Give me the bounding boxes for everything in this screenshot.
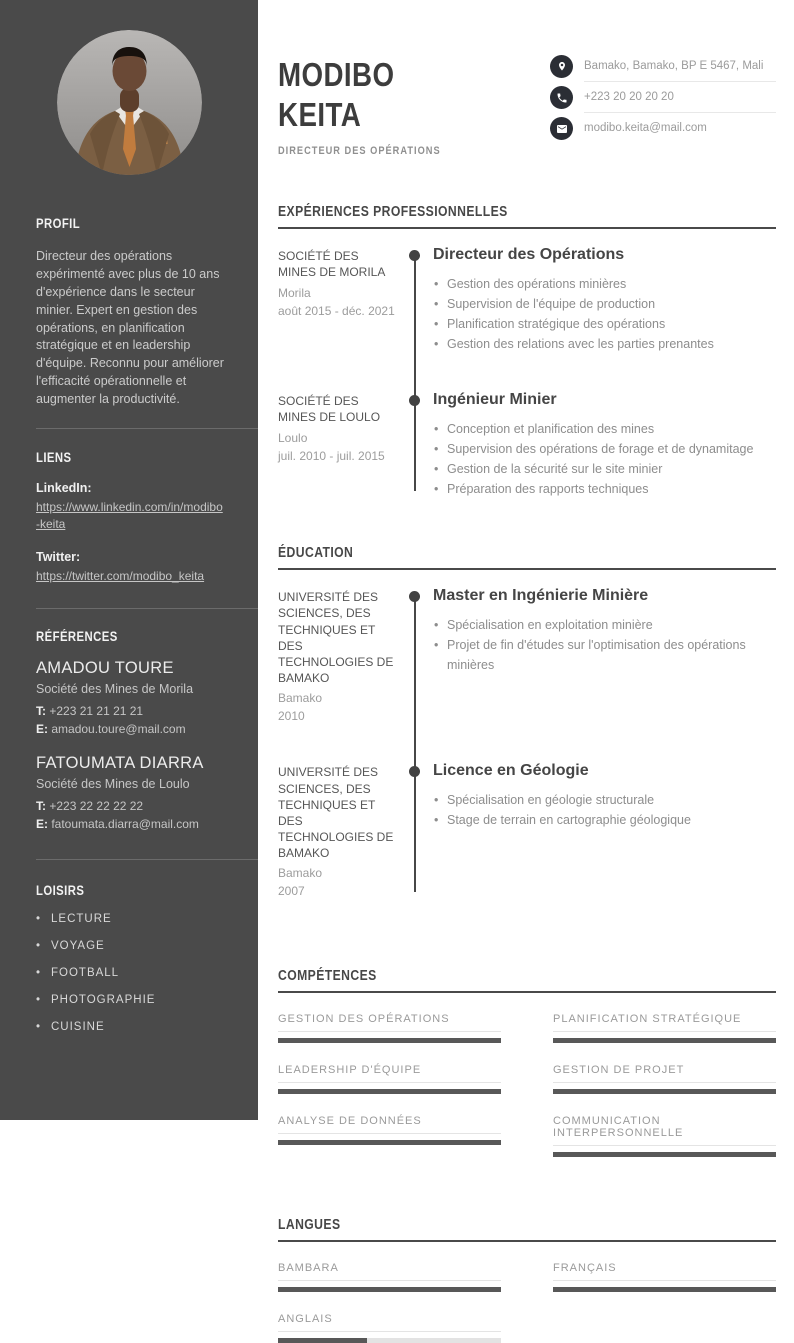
skill-label: COMMUNICATION INTERPERSONNELLE xyxy=(553,1115,776,1146)
language-bar-fill xyxy=(278,1338,367,1343)
entry-school: UNIVERSITÉ DES SCIENCES, DES TECHNIQUES ET DES TECHNOLOGIES DE BAMAKO xyxy=(278,765,394,861)
language-label: ANGLAIS xyxy=(278,1313,501,1332)
references-section-title: RÉFÉRENCES xyxy=(36,629,118,645)
contact-row xyxy=(550,117,776,143)
hobby-item: • PHOTOGRAPHIE xyxy=(36,994,226,1006)
main-content xyxy=(258,0,794,1326)
entry-bullets xyxy=(433,615,776,675)
skill-bar-fill xyxy=(553,1038,776,1043)
entry-title: Ingénieur Minier xyxy=(433,391,557,409)
hobby-list xyxy=(36,913,226,1033)
skill-bar-fill xyxy=(553,1152,776,1157)
entry-dates: juil. 2010 - juil. 2015 xyxy=(278,448,385,463)
references-section xyxy=(0,629,258,834)
entry-meta xyxy=(278,391,400,499)
entry-location: Bamako xyxy=(278,866,323,881)
reference-name: AMADOU TOURE xyxy=(36,659,174,678)
hobby-item: • CUISINE xyxy=(36,1021,226,1033)
skill-item xyxy=(278,1064,501,1094)
link-label: Twitter: xyxy=(36,549,81,564)
entry-bullets xyxy=(433,419,776,499)
skill-bar-track xyxy=(553,1089,776,1094)
entry-body xyxy=(433,391,776,499)
contact-row xyxy=(550,86,776,113)
hobby-item: • VOYAGE xyxy=(36,940,226,952)
experience-section-title: EXPÉRIENCES PROFESSIONNELLES xyxy=(278,204,776,229)
reference-phone xyxy=(36,703,226,720)
skill-bar-fill xyxy=(278,1089,501,1094)
contact-text: modibo.keita@mail.com xyxy=(584,122,707,134)
language-label: FRANÇAIS xyxy=(553,1262,776,1281)
avatar xyxy=(57,30,202,175)
email-label: E: xyxy=(36,722,48,737)
skill-item xyxy=(553,1013,776,1043)
skill-item xyxy=(553,1115,776,1157)
entry-bullet: • Préparation des rapports techniques xyxy=(433,479,776,499)
skill-item xyxy=(278,1013,501,1043)
skill-bar-track xyxy=(278,1140,501,1145)
entry-bullet: • Supervision des opérations de forage et de dynamitage xyxy=(433,439,776,459)
entry-year: 2010 xyxy=(278,709,305,724)
phone-value: +223 21 21 21 21 xyxy=(49,704,144,719)
sidebar-divider xyxy=(36,608,258,609)
email-value: fatoumata.diarra@mail.com xyxy=(51,817,199,832)
link-url[interactable]: https://twitter.com/modibo_keita xyxy=(36,568,205,583)
person-job-title: DIRECTEUR DES OPÉRATIONS xyxy=(278,145,441,158)
avatar-photo-illustration xyxy=(57,30,202,175)
skill-bar-track xyxy=(553,1038,776,1043)
entry-body xyxy=(433,762,776,900)
timeline-column xyxy=(400,587,433,725)
sidebar-divider xyxy=(36,859,258,860)
language-bar-track xyxy=(553,1287,776,1292)
entry-body xyxy=(433,246,776,354)
email-value: amadou.toure@mail.com xyxy=(51,722,186,737)
entry-dates: août 2015 - déc. 2021 xyxy=(278,303,395,318)
skill-bar-track xyxy=(553,1152,776,1157)
link-item xyxy=(36,479,226,534)
phone-label: T: xyxy=(36,798,46,813)
skill-item xyxy=(553,1064,776,1094)
reference-name: FATOUMATA DIARRA xyxy=(36,753,204,772)
reference-company: Société des Mines de Morila xyxy=(36,682,194,697)
sidebar-divider xyxy=(36,428,258,429)
entry-bullets xyxy=(433,790,776,830)
link-label: LinkedIn: xyxy=(36,480,92,495)
links-section xyxy=(0,450,258,585)
reference-email xyxy=(36,816,226,833)
timeline-column xyxy=(400,391,433,499)
hobby-item: • FOOTBALL xyxy=(36,967,226,979)
contact-row xyxy=(550,55,776,82)
degree-title: Master en Ingénierie Minière xyxy=(433,587,649,605)
experience-entries xyxy=(278,246,776,499)
education-section xyxy=(278,545,776,900)
skills-section-title: COMPÉTENCES xyxy=(278,968,776,993)
entry-bullet: • Stage de terrain en cartographie géologique xyxy=(433,810,776,830)
entry-meta xyxy=(278,762,400,900)
language-bar-fill xyxy=(553,1287,776,1292)
hobbies-section-title: LOISIRS xyxy=(36,882,85,898)
contact-text: +223 20 20 20 20 xyxy=(584,86,776,113)
education-section-title: ÉDUCATION xyxy=(278,545,776,570)
timeline-column xyxy=(400,762,433,900)
timeline-dot-icon xyxy=(409,766,420,777)
entry-bullet: • Spécialisation en géologie structurale xyxy=(433,790,776,810)
education-entry xyxy=(278,587,776,725)
phone-icon xyxy=(550,86,573,109)
links-section-title: LIENS xyxy=(36,449,72,465)
skill-bar-track xyxy=(278,1089,501,1094)
skill-bar-track xyxy=(278,1038,501,1043)
entry-organization: SOCIÉTÉ DES MINES DE MORILA xyxy=(278,249,386,280)
skill-bar-fill xyxy=(278,1038,501,1043)
envelope-icon xyxy=(550,117,573,140)
entry-bullet: • Gestion des relations avec les parties prenantes xyxy=(433,334,776,354)
language-label: BAMBARA xyxy=(278,1262,501,1281)
skill-label: GESTION DE PROJET xyxy=(553,1064,776,1083)
links-list xyxy=(36,479,226,585)
contact-list xyxy=(550,55,776,143)
email-label: E: xyxy=(36,817,48,832)
timeline-column xyxy=(400,246,433,354)
reference-email xyxy=(36,721,226,738)
entry-bullet: • Spécialisation en exploitation minière xyxy=(433,615,776,635)
language-bar-track xyxy=(278,1287,501,1292)
language-bar-fill xyxy=(278,1287,501,1292)
languages-section-title: LANGUES xyxy=(278,1217,776,1242)
timeline-dot-icon xyxy=(409,395,420,406)
entry-organization: SOCIÉTÉ DES MINES DE LOULO xyxy=(278,394,381,425)
skill-label: PLANIFICATION STRATÉGIQUE xyxy=(553,1013,776,1032)
language-item xyxy=(278,1262,501,1292)
entry-school: UNIVERSITÉ DES SCIENCES, DES TECHNIQUES ET DES TECHNOLOGIES DE BAMAKO xyxy=(278,590,394,686)
phone-label: T: xyxy=(36,704,46,719)
entry-bullet: • Gestion de la sécurité sur le site minier xyxy=(433,459,776,479)
skill-bar-fill xyxy=(278,1140,501,1145)
degree-title: Licence en Géologie xyxy=(433,762,589,780)
entry-bullets xyxy=(433,274,776,354)
resume-header xyxy=(278,55,776,157)
skill-label: LEADERSHIP D'ÉQUIPE xyxy=(278,1064,501,1083)
profile-summary-text: Directeur des opérations expérimenté avec plus de 10 ans d'expérience dans le secteur minier. Expert en gestion des opérations, en planification stratégique et en leadership d'équipe. Reconnu pour améliorer l'efficacité opérationnelle et augmenter la productivité. xyxy=(36,249,224,406)
reference-company: Société des Mines de Loulo xyxy=(36,776,190,791)
education-entries xyxy=(278,587,776,900)
entry-bullet: • Projet de fin d'études sur l'optimisation des opérations minières xyxy=(433,635,776,675)
experience-section xyxy=(278,204,776,499)
references-list xyxy=(36,659,226,834)
profile-section-title: PROFIL xyxy=(36,216,81,231)
profile-section xyxy=(0,216,258,409)
entry-meta xyxy=(278,587,400,725)
language-item xyxy=(553,1262,776,1292)
entry-bullet: • Conception et planification des mines xyxy=(433,419,776,439)
skill-bar-fill xyxy=(553,1089,776,1094)
entry-meta xyxy=(278,246,400,354)
entry-bullet: • Gestion des opérations minières xyxy=(433,274,776,294)
contact-text: Bamako, Bamako, BP E 5467, Mali xyxy=(584,55,776,82)
entry-title: Directeur des Opérations xyxy=(433,246,625,264)
experience-entry xyxy=(278,391,776,499)
skills-grid xyxy=(278,1013,776,1157)
sidebar xyxy=(0,0,258,1120)
reference-item xyxy=(36,754,226,834)
hobbies-section xyxy=(0,883,258,1033)
entry-location: Bamako xyxy=(278,691,323,706)
link-url[interactable]: https://www.linkedin.com/in/modibo-keita xyxy=(36,499,223,532)
languages-grid xyxy=(278,1262,776,1343)
timeline-dot-icon xyxy=(409,591,420,602)
entry-bullet: • Supervision de l'équipe de production xyxy=(433,294,776,314)
languages-section xyxy=(278,1217,776,1343)
skill-label: GESTION DES OPÉRATIONS xyxy=(278,1013,501,1032)
link-item xyxy=(36,548,226,585)
skill-item xyxy=(278,1115,501,1157)
entry-bullet: • Planification stratégique des opérations xyxy=(433,314,776,334)
language-item xyxy=(278,1313,501,1343)
experience-entry xyxy=(278,246,776,354)
reference-phone xyxy=(36,798,226,815)
person-name: MODIBO KEITA xyxy=(278,56,395,133)
education-entry xyxy=(278,762,776,900)
entry-year: 2007 xyxy=(278,884,305,899)
phone-value: +223 22 22 22 22 xyxy=(49,798,144,813)
reference-item xyxy=(36,659,226,739)
skills-section xyxy=(278,968,776,1157)
entry-location: Loulo xyxy=(278,430,308,445)
name-block xyxy=(278,55,550,157)
timeline-dot-icon xyxy=(409,250,420,261)
language-bar-track xyxy=(278,1338,501,1343)
hobby-item: • LECTURE xyxy=(36,913,226,925)
location-pin-icon xyxy=(550,55,573,78)
entry-location: Morila xyxy=(278,285,311,300)
entry-body xyxy=(433,587,776,725)
skill-label: ANALYSE DE DONNÉES xyxy=(278,1115,501,1134)
